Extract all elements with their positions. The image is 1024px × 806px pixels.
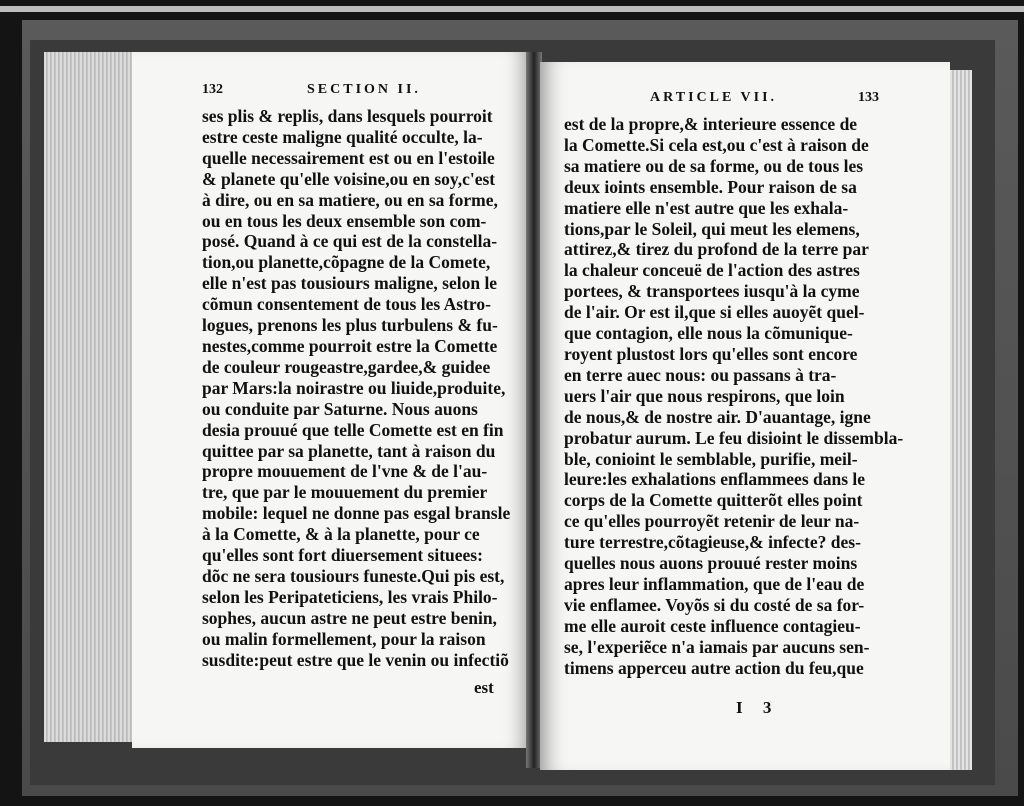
text-line: timens apperceu autre action du feu,que: [564, 657, 864, 678]
text-line: de nous,& de nostre air. D'auantage, igne: [564, 406, 871, 427]
text-line: à la Comette, & à la planette, pour ce: [202, 524, 480, 545]
text-line: estre ceste maligne qualité occulte, la-: [202, 126, 483, 147]
text-line: ses plis & replis, dans lesquels pourroit: [202, 106, 493, 126]
right-page-text: [564, 114, 904, 678]
text-line: la chaleur conceuë de l'action des astres: [564, 260, 860, 281]
text-line: de couleur rougeastre,gardee,& guidee: [202, 356, 491, 377]
text-line: qu'elles sont fort diuersement situees:: [202, 545, 483, 566]
left-page: [132, 52, 528, 748]
text-line: corps de la Comette quitterõt elles point: [564, 490, 863, 511]
text-line: posé. Quand à ce qui est de la constella-: [202, 231, 498, 252]
right-running-head: ARTICLE VII.: [650, 90, 778, 105]
text-line: uers l'air que nous respirons, que loin: [564, 385, 845, 406]
text-line: nestes,comme pourroit estre la Comette: [202, 335, 498, 356]
text-line: que contagion, elle nous la cõmunique-: [564, 323, 853, 344]
text-line: ble, conioint le semblable, purifie, meil-: [564, 448, 858, 469]
text-line: propre mouuement de l'vne & de l'au-: [202, 461, 488, 482]
text-line: mobile: lequel ne donne pas esgal bransle: [202, 503, 511, 524]
text-line: à dire, ou en sa matiere, ou en sa forme,: [202, 189, 498, 210]
signature-mark: I 3: [736, 698, 780, 717]
text-line: me elle auroit ceste influence contagieu-: [564, 615, 861, 636]
text-line: quelle necessairement est ou en l'estoile: [202, 147, 495, 168]
text-line: susdite:peut estre que le venin ou infectiõ: [202, 649, 509, 670]
text-line: se, l'experiẽce n'a iamais par aucuns sen-: [564, 636, 870, 657]
left-folio: 132: [202, 82, 223, 97]
text-line: probatur aurum. Le feu disioint le dissembla-: [564, 427, 904, 448]
text-line: tion,ou planette,cõpagne de la Comete,: [202, 252, 491, 273]
text-line: desia prouué que telle Comette est en fin: [202, 419, 504, 440]
text-line: ou malin formellement, pour la raison: [202, 628, 486, 649]
text-line: cõmun consentement de tous les Astro-: [202, 294, 491, 315]
text-line: ce qu'elles pourroyẽt retenir de leur na-: [564, 511, 860, 532]
text-line: royent plustost lors qu'elles sont encore: [564, 343, 858, 364]
text-line: en terre auec nous: ou passans à tra-: [564, 364, 837, 385]
right-folio: 133: [858, 90, 879, 105]
text-line: est de la propre,& interieure essence de: [564, 114, 858, 134]
text-line: dõc ne sera tousiours funeste.Qui pis est,: [202, 565, 505, 586]
frame-top-bar: [0, 6, 1024, 12]
text-line: attirez,& tirez du profond de la terre par: [564, 239, 869, 260]
text-line: vie enflamee. Voyõs si du costé de sa for-: [564, 594, 865, 615]
right-page: [540, 62, 950, 770]
text-line: tions,par le Soleil, qui meut les elemens,: [564, 218, 860, 239]
text-line: sophes, aucun astre ne peut estre benin,: [202, 607, 497, 628]
text-line: quittee par sa planette, tant à raison du: [202, 440, 496, 461]
text-line: & planete qu'elle voisine,ou en soy,c'est: [202, 168, 496, 189]
text-line: logues, prenons les plus turbulens & fu-: [202, 315, 498, 336]
left-running-head: SECTION II.: [307, 82, 421, 97]
text-line: sa matiere ou de sa forme, ou de tous les: [564, 155, 864, 176]
text-line: ou en tous les deux ensemble son com-: [202, 210, 487, 231]
left-catchword: est: [474, 678, 494, 697]
text-line: ture terrestre,cõtagieuse,& infecte? des-: [564, 532, 861, 553]
text-line: tre, que par le mouuement du premier: [202, 482, 488, 503]
text-line: de l'air. Or est il,que si elles auoyẽt quel-: [564, 302, 865, 323]
left-page-text: [202, 106, 522, 670]
text-line: elle n'est pas tousiours maligne, selon le: [202, 273, 498, 294]
text-line: leure:les exhalations enflammees dans le: [564, 469, 866, 490]
text-line: matiere elle n'est autre que les exhala-: [564, 197, 849, 218]
text-line: deux ioints ensemble. Pour raison de sa: [564, 176, 857, 197]
text-line: apres leur inflammation, que de l'eau de: [564, 573, 865, 594]
text-line: par Mars:la noirastre ou liuide,produite,: [202, 377, 506, 398]
text-line: portees, & transportees iusqu'à la cyme: [564, 281, 860, 302]
text-line: quelles nous auons prouué rester moins: [564, 553, 858, 574]
text-line: la Comette.Si cela est,ou c'est à raison de: [564, 134, 869, 155]
page-edges-left: [44, 52, 136, 742]
text-line: ou conduite par Saturne. Nous auons: [202, 398, 478, 419]
text-line: selon les Peripateticiens, les vrais Philo-: [202, 586, 498, 607]
